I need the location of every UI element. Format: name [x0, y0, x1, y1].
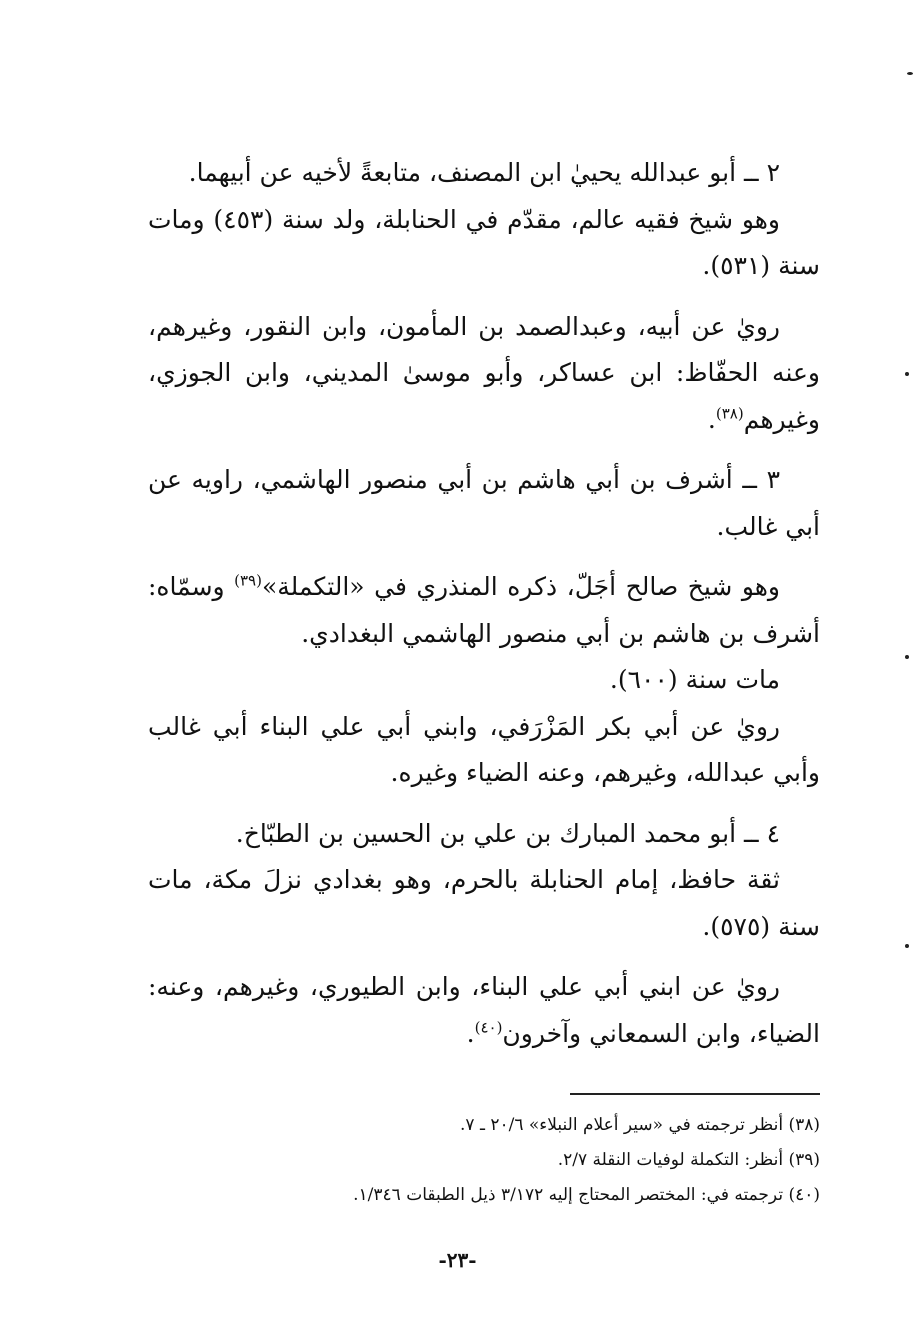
page-number: -٢٣- — [438, 1248, 477, 1272]
footnote-divider — [570, 1093, 820, 1095]
margin-mark — [905, 655, 909, 659]
paragraph-text: رويٰ عن أبيه، وعبدالصمد بن المأمون، وابن النقور، وغيرهم، وعنه الحفّاظ: ابن عساكر، وأبو موسىٰ المديني، وابن الجوزي، وغيرهم — [148, 311, 820, 434]
paragraph — [148, 657, 820, 704]
paragraph-tail: وسمّاه: أشرف بن هاشم بن أبي منصور الهاشمي البغدادي. — [148, 572, 820, 648]
entry-heading — [148, 150, 820, 197]
paragraph — [148, 704, 820, 797]
footnote-ref: (٣٩) — [234, 571, 262, 590]
entry-heading — [148, 811, 820, 858]
paragraph — [148, 564, 820, 657]
footnote: (٣٨) أنظر ترجمته في «سير أعلام النبلاء» ٢٠/٦ ـ ٧. — [460, 1115, 820, 1135]
margin-mark — [905, 372, 909, 376]
paragraph-text: رويٰ عن ابني أبي علي البناء، وابن الطيوري، وغيرهم، وعنه: الضياء، وابن السمعاني وآخرون — [148, 972, 820, 1048]
paragraph — [148, 857, 820, 950]
paragraph — [148, 964, 820, 1057]
paragraph-text: ٢ ــ أبو عبدالله يحييٰ ابن المصنف، متابعةً لأخيه عن أبيهما. — [188, 158, 780, 187]
footnote-ref: (٣٨) — [715, 404, 744, 423]
paragraph-text: رويٰ عن أبي بكر المَزْرَفي، وابني أبي علي البناء أبي غالب وأبي عبدالله، وغيرهم، وعنه الضياء وغيره. — [148, 711, 820, 787]
margin-mark — [907, 72, 913, 75]
paragraph-text: وهو شيخ فقيه عالم، مقدّم في الحنابلة، ولد سنة (٤٥٣) ومات سنة (٥٣١). — [148, 204, 820, 280]
margin-mark — [905, 944, 909, 948]
paragraph-text: ثقة حافظ، إمام الحنابلة بالحرم، وهو بغدادي نزلَ مكة، مات سنة (٥٧٥). — [148, 865, 820, 941]
paragraph-tail: . — [466, 1018, 475, 1048]
footnote-ref: (٤٠) — [474, 1018, 503, 1037]
paragraph-text: مات سنة (٦٠٠). — [609, 665, 780, 694]
footnote: (٤٠) ترجمته في: المختصر المحتاج إليه ٣/١٧٢ ذيل الطبقات ١/٣٤٦. — [353, 1185, 820, 1205]
entry-heading — [148, 457, 820, 550]
footnotes — [200, 1108, 820, 1213]
paragraph-text: ٣ ــ أشرف بن أبي هاشم بن أبي منصور الهاشمي، راويه عن أبي غالب. — [148, 465, 820, 541]
footnote: (٣٩) أنظر: التكملة لوفيات النقلة ٢/٧. — [557, 1150, 820, 1170]
paragraph-text: وهو شيخ صالح أجَلّ، ذكره المنذري في «التكملة» — [261, 572, 780, 601]
main-text — [148, 150, 820, 1057]
paragraph-text: ٤ ــ أبو محمد المبارك بن علي بن الحسين بن الطبّاخ. — [235, 818, 780, 848]
paragraph — [148, 197, 820, 290]
paragraph-tail: . — [707, 404, 716, 434]
paragraph — [148, 304, 820, 444]
